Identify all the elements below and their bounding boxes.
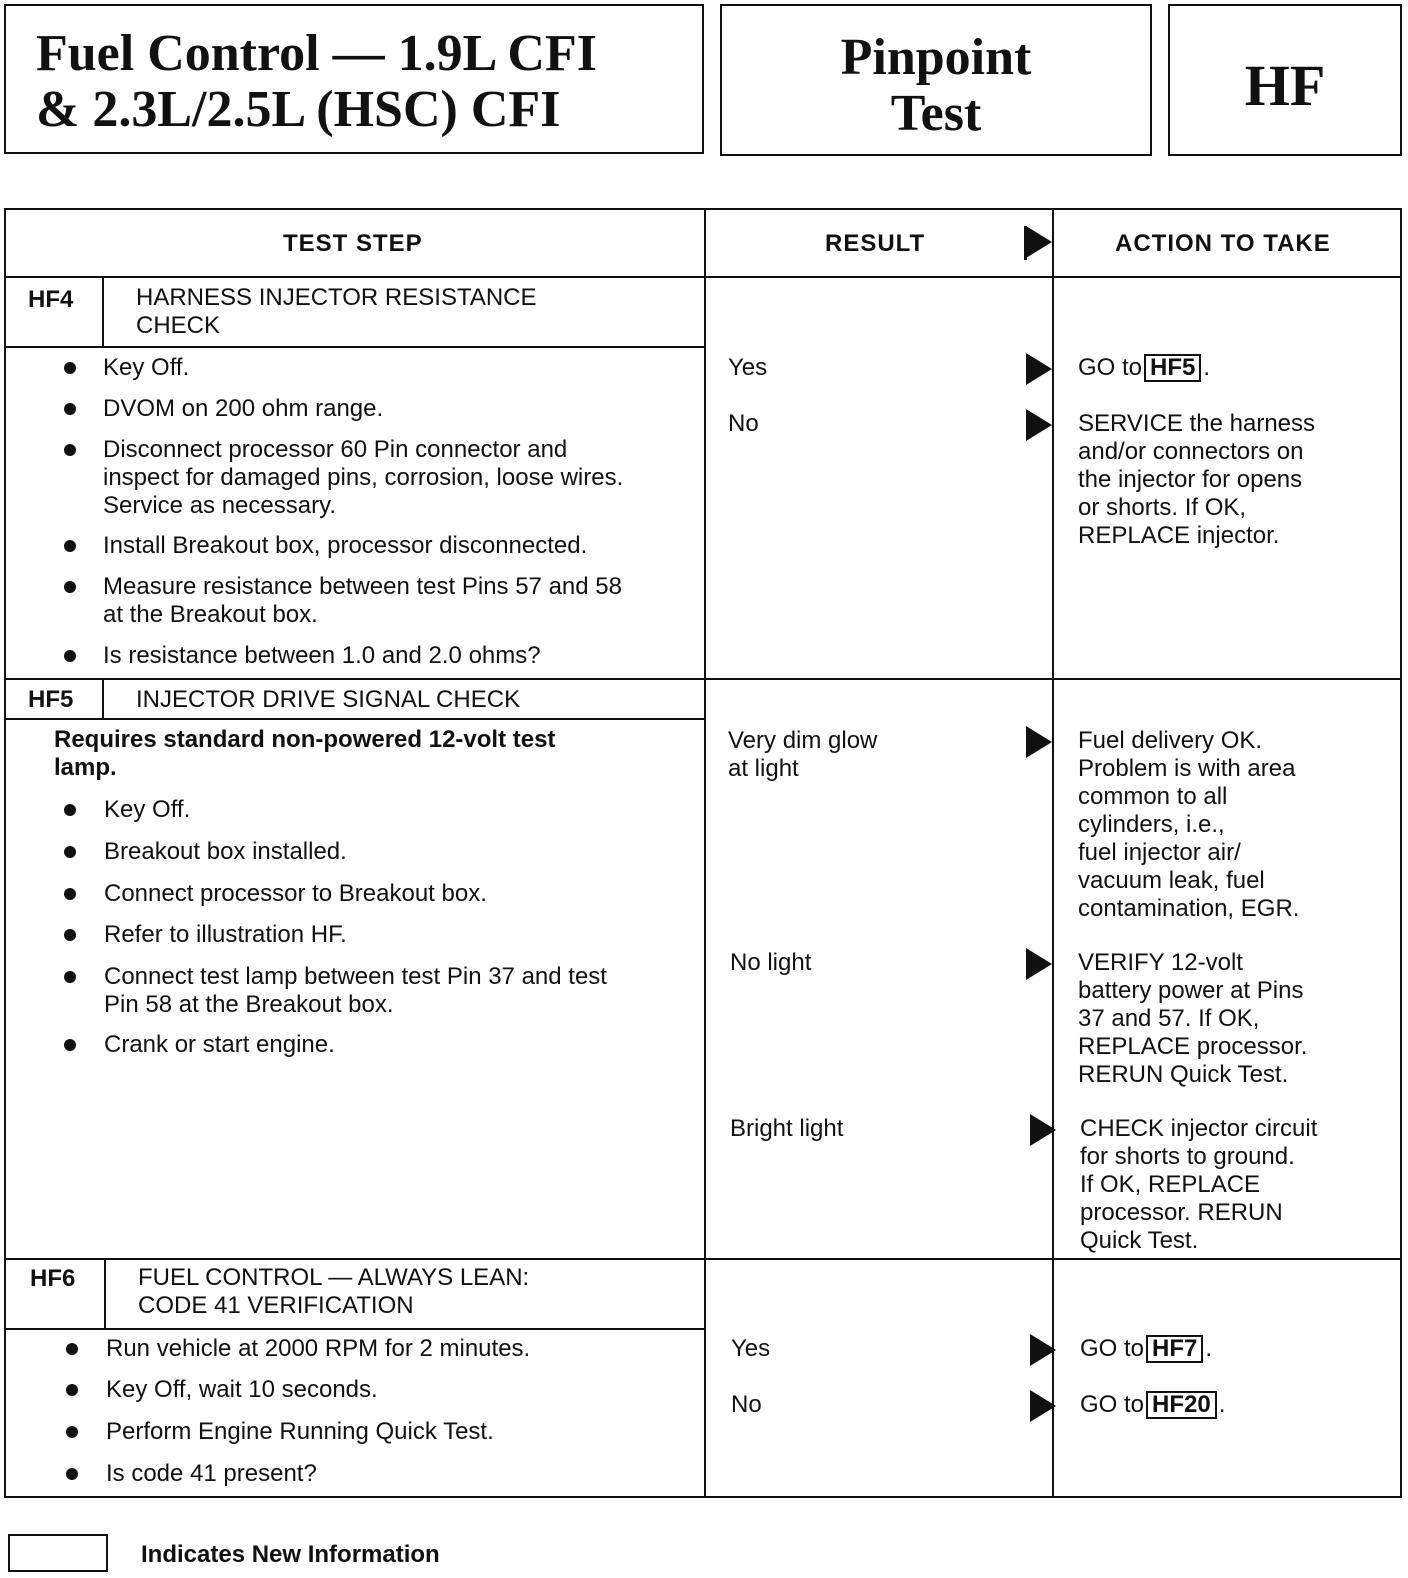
new-info-legend-text: Indicates New Information xyxy=(141,1541,440,1568)
action-fuel-delivery-ok: Fuel delivery OK. Problem is with area common to all cylinders, i.e., fuel injector air/ vacuum leak, fuel contamination, EGR. xyxy=(1078,727,1300,922)
header-divider xyxy=(4,276,1402,278)
step-title-hf6: FUEL CONTROL — ALWAYS LEAN: CODE 41 VERIFICATION xyxy=(138,1264,530,1319)
new-info-legend-box xyxy=(8,1534,108,1572)
result-arrow-icon xyxy=(1026,726,1052,758)
bullet-icon xyxy=(66,1426,78,1438)
list-item: Key Off. xyxy=(103,354,190,381)
list-item: Run vehicle at 2000 RPM for 2 minutes. xyxy=(106,1335,531,1362)
col-header-action: ACTION TO TAKE xyxy=(1115,230,1331,257)
lamp-requirement-note: Requires standard non-powered 12-volt test lamp. xyxy=(54,726,556,781)
step-ref-hf7[interactable]: HF7 xyxy=(1146,1335,1203,1363)
list-item: Disconnect processor 60 Pin connector and inspect for damaged pins, corrosion, loose wires. Service as necessary. xyxy=(103,436,624,519)
step-id-divider xyxy=(102,276,104,346)
bullet-icon xyxy=(64,540,76,552)
step-id-hf5: HF5 xyxy=(28,686,74,713)
step-title-divider xyxy=(4,346,706,348)
result-arrow-icon xyxy=(1030,1390,1056,1422)
action-go-to-hf5: GO to HF5 . xyxy=(1078,354,1211,381)
bullet-icon xyxy=(64,888,76,900)
result-arrow-icon xyxy=(1026,353,1052,385)
action-go-to-hf7: GO to HF7 . xyxy=(1080,1335,1213,1362)
page-title: Fuel Control — 1.9L CFI & 2.3L/2.5L (HSC) CFI xyxy=(36,25,597,138)
section-divider xyxy=(4,1258,1402,1260)
bullet-icon xyxy=(64,362,76,374)
bullet-icon xyxy=(64,650,76,662)
list-item: Is code 41 present? xyxy=(106,1460,317,1487)
result-arrow-icon xyxy=(1026,409,1052,441)
bullet-icon xyxy=(64,403,76,415)
list-item: DVOM on 200 ohm range. xyxy=(103,395,384,422)
bullet-icon xyxy=(64,846,76,858)
pinpoint-label: Pinpoint Test xyxy=(840,29,1032,142)
bullet-icon xyxy=(64,581,76,593)
bullet-icon xyxy=(64,971,76,983)
action-go-to-hf20: GO to HF20 . xyxy=(1080,1391,1226,1418)
list-item: Breakout box installed. xyxy=(104,838,347,865)
result-no: No xyxy=(731,1391,762,1418)
step-id-divider xyxy=(104,1258,106,1328)
result-no-light: No light xyxy=(730,949,812,976)
bullet-icon xyxy=(66,1468,78,1480)
list-item: Perform Engine Running Quick Test. xyxy=(106,1418,494,1445)
header-arrow-icon xyxy=(1026,226,1052,258)
section-divider xyxy=(4,678,1402,680)
test-code-box xyxy=(1168,4,1402,156)
result-yes: Yes xyxy=(731,1335,771,1362)
col-header-test-step: TEST STEP xyxy=(283,230,423,257)
step-title-hf5: INJECTOR DRIVE SIGNAL CHECK xyxy=(136,686,521,713)
pinpoint-box xyxy=(720,4,1152,156)
list-item: Is resistance between 1.0 and 2.0 ohms? xyxy=(103,642,541,669)
bullet-icon xyxy=(66,1384,78,1396)
bullet-icon xyxy=(64,804,76,816)
action-service-harness: SERVICE the harness and/or connectors on the injector for opens or shorts. If OK, REPLACE injector. xyxy=(1078,410,1316,549)
step-id-hf4: HF4 xyxy=(28,286,74,313)
action-verify-battery-power: VERIFY 12-volt battery power at Pins 37 and 57. If OK, REPLACE processor. RERUN Quick Test. xyxy=(1078,949,1308,1088)
result-bright-light: Bright light xyxy=(730,1115,844,1142)
list-item: Install Breakout box, processor disconnected. xyxy=(103,532,588,559)
title-box xyxy=(4,4,704,154)
col-divider-2 xyxy=(1052,208,1054,1498)
list-item: Crank or start engine. xyxy=(104,1031,335,1058)
step-id-hf6: HF6 xyxy=(30,1265,76,1292)
list-item: Connect processor to Breakout box. xyxy=(104,880,487,907)
step-ref-hf20[interactable]: HF20 xyxy=(1146,1391,1217,1419)
col-header-result: RESULT xyxy=(825,230,926,257)
result-arrow-icon xyxy=(1026,948,1052,980)
bullet-icon xyxy=(64,929,76,941)
test-code: HF xyxy=(1244,53,1326,118)
result-very-dim-glow: Very dim glow at light xyxy=(728,727,878,782)
step-title-divider xyxy=(4,1328,706,1330)
list-item: Key Off. xyxy=(104,796,191,823)
col-divider-1 xyxy=(704,208,706,1498)
bullet-icon xyxy=(66,1343,78,1355)
list-item: Refer to illustration HF. xyxy=(104,921,347,948)
result-no: No xyxy=(728,410,759,437)
result-arrow-icon xyxy=(1030,1334,1056,1366)
list-item: Measure resistance between test Pins 57 and 58 at the Breakout box. xyxy=(103,573,622,628)
step-ref-hf5[interactable]: HF5 xyxy=(1144,354,1201,382)
bullet-icon xyxy=(64,444,76,456)
bullet-icon xyxy=(64,1039,76,1051)
step-id-divider xyxy=(102,678,104,718)
list-item: Connect test lamp between test Pin 37 and test Pin 58 at the Breakout box. xyxy=(104,963,607,1018)
result-arrow-icon xyxy=(1030,1114,1056,1146)
step-title-hf4: HARNESS INJECTOR RESISTANCE CHECK xyxy=(136,284,537,339)
list-item: Key Off, wait 10 seconds. xyxy=(106,1376,378,1403)
action-check-injector-circuit: CHECK injector circuit for shorts to ground. If OK, REPLACE processor. RERUN Quick Test. xyxy=(1080,1115,1318,1254)
step-title-divider xyxy=(4,718,706,720)
result-yes: Yes xyxy=(728,354,768,381)
